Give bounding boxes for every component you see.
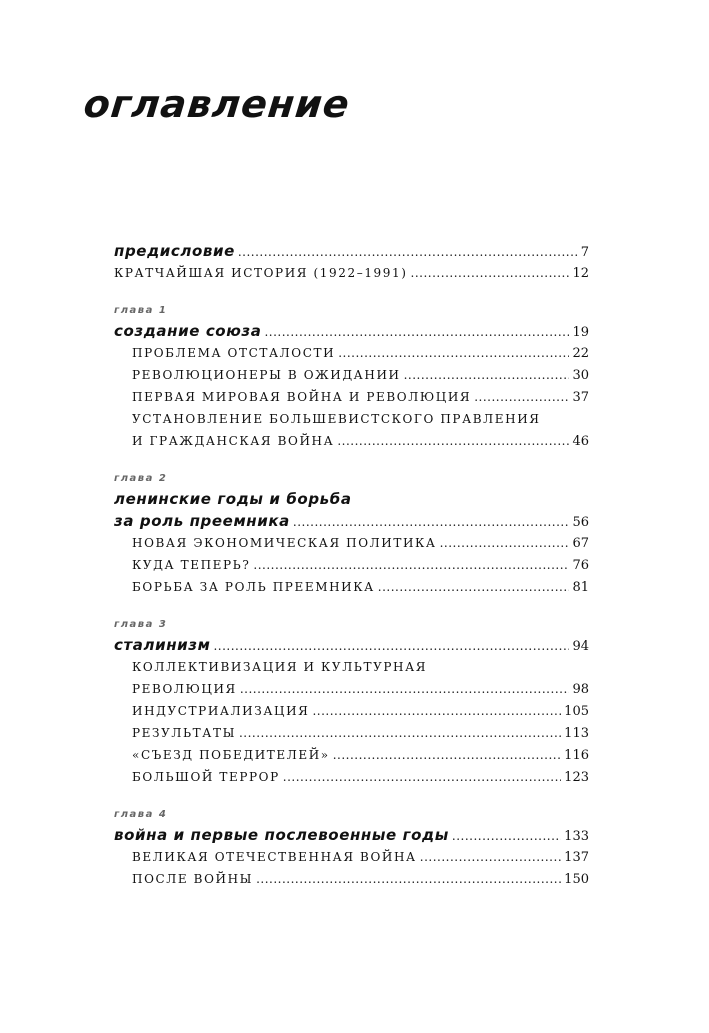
section-entry-line — [114, 430, 589, 452]
dot-leader — [256, 868, 561, 890]
page-number: 37 — [572, 390, 589, 405]
page-number: 67 — [572, 536, 589, 551]
section-entry-text: РЕВОЛЮЦИОНЕРЫ В ОЖИДАНИИ — [132, 368, 401, 382]
page-number: 12 — [572, 266, 589, 281]
page-number: 81 — [572, 580, 589, 595]
dot-leader — [293, 511, 570, 533]
dot-leader — [411, 262, 570, 284]
dot-leader — [264, 321, 569, 343]
section-entry-line — [114, 766, 589, 788]
page-title: оглавление — [81, 82, 353, 126]
section-entry-line — [114, 744, 589, 766]
section-entry-line — [114, 700, 589, 722]
dot-leader — [239, 722, 561, 744]
section-entry-text: ИНДУСТРИАЛИЗАЦИЯ — [132, 704, 310, 718]
front-entry-text: предисловие — [114, 242, 235, 260]
page-number: 123 — [564, 770, 589, 785]
page-number: 19 — [572, 325, 589, 340]
page-number: 116 — [564, 748, 589, 763]
section-entry-text: БОЛЬШОЙ ТЕРРОР — [132, 770, 280, 784]
section-entry-line — [114, 342, 589, 364]
spacer — [114, 598, 589, 616]
page-number: 98 — [572, 682, 589, 697]
page-number: 7 — [580, 245, 589, 260]
dot-leader — [378, 576, 570, 598]
section-entry-line — [114, 554, 589, 576]
section-entry-text: УСТАНОВЛЕНИЕ БОЛЬШЕВИСТСКОГО ПРАВЛЕНИЯ — [132, 412, 541, 426]
chapter-title-line — [114, 488, 589, 510]
section-entry-text: КОЛЛЕКТИВИЗАЦИЯ И КУЛЬТУРНАЯ — [132, 660, 428, 674]
section-entry-line — [114, 386, 589, 408]
section-entry-text: ПРОБЛЕМА ОТСТАЛОСТИ — [132, 346, 336, 360]
chapter-label: глава 3 — [114, 619, 168, 630]
chapter-label: глава 1 — [114, 305, 168, 316]
front-entry-line — [114, 262, 589, 284]
chapter-label: глава 4 — [114, 809, 168, 820]
section-entry-text: БОРЬБА ЗА РОЛЬ ПРЕЕМНИКА — [132, 580, 375, 594]
chapter-title-text: война и первые послевоенные годы — [114, 826, 449, 844]
section-entry-line — [114, 868, 589, 890]
section-entry-text: РЕВОЛЮЦИЯ — [132, 682, 237, 696]
dot-leader — [240, 678, 570, 700]
section-entry-line — [114, 722, 589, 744]
section-entry-line — [114, 364, 589, 386]
page-number: 137 — [564, 850, 589, 865]
page-number: 150 — [564, 872, 589, 887]
chapter-title-line — [114, 634, 589, 656]
section-entry-text: ПЕРВАЯ МИРОВАЯ ВОЙНА И РЕВОЛЮЦИЯ — [132, 390, 472, 404]
chapter-label: глава 2 — [114, 473, 168, 484]
section-entry-line — [114, 532, 589, 554]
section-entry-line — [114, 656, 589, 678]
spacer — [114, 788, 589, 806]
chapter-title-line — [114, 510, 589, 532]
dot-leader — [440, 532, 570, 554]
section-entry-text: КУДА ТЕПЕРЬ? — [132, 558, 251, 572]
dot-leader — [213, 635, 569, 657]
chapter-title-line — [114, 320, 589, 342]
page-number: 30 — [572, 368, 589, 383]
dot-leader — [338, 342, 569, 364]
page-number: 105 — [564, 704, 589, 719]
dot-leader — [420, 846, 561, 868]
spacer — [114, 284, 589, 302]
dot-leader — [452, 825, 561, 847]
chapter-title-text: создание союза — [114, 322, 262, 340]
dot-leader — [312, 700, 561, 722]
page-number: 22 — [572, 346, 589, 361]
section-entry-line — [114, 846, 589, 868]
front-entry-text: КРАТЧАЙШАЯ ИСТОРИЯ (1922–1991) — [114, 266, 408, 280]
dot-leader — [283, 766, 561, 788]
page-number: 56 — [572, 515, 589, 530]
dot-leader — [333, 744, 561, 766]
chapter-title-text: ленинские годы и борьба — [114, 490, 352, 508]
section-entry-text: ПОСЛЕ ВОЙНЫ — [132, 872, 254, 886]
spacer — [114, 452, 589, 470]
section-entry-text: «СЪЕЗД ПОБЕДИТЕЛЕЙ» — [132, 748, 330, 762]
page-number: 94 — [572, 639, 589, 654]
section-entry-text: ВЕЛИКАЯ ОТЕЧЕСТВЕННАЯ ВОЙНА — [132, 850, 417, 864]
section-entry-text: РЕЗУЛЬТАТЫ — [132, 726, 236, 740]
dot-leader — [253, 554, 569, 576]
page-number: 76 — [572, 558, 589, 573]
section-entry-text: НОВАЯ ЭКОНОМИЧЕСКАЯ ПОЛИТИКА — [132, 536, 437, 550]
front-entry-line — [114, 240, 589, 262]
section-entry-text: И ГРАЖДАНСКАЯ ВОЙНА — [132, 434, 335, 448]
dot-leader — [474, 386, 569, 408]
table-of-contents — [114, 240, 589, 890]
page-number: 46 — [572, 434, 589, 449]
page-number: 133 — [564, 829, 589, 844]
section-entry-line — [114, 678, 589, 700]
chapter-title-text: сталинизм — [114, 636, 211, 654]
dot-leader — [238, 241, 578, 263]
chapter-title-text: за роль преемника — [114, 512, 290, 530]
chapter-title-line — [114, 824, 589, 846]
dot-leader — [404, 364, 570, 386]
dot-leader — [337, 430, 569, 452]
section-entry-line — [114, 408, 589, 430]
page-number: 113 — [564, 726, 589, 741]
section-entry-line — [114, 576, 589, 598]
